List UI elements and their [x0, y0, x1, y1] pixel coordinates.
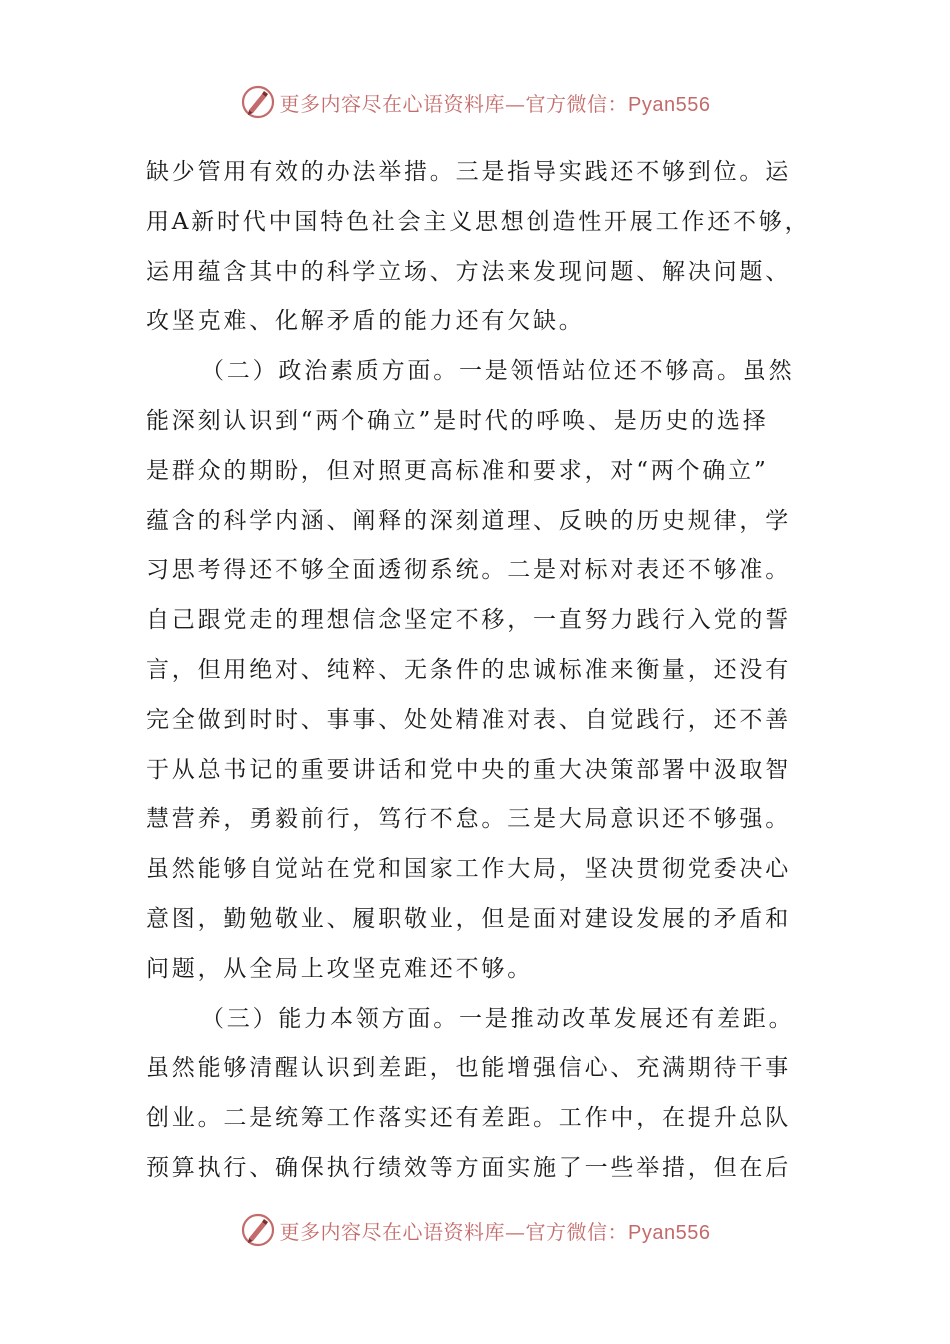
text-line: 虽然能够自觉站在党和国家工作大局，坚决贯彻党委决心: [146, 856, 791, 883]
watermark-separator: —: [505, 91, 526, 116]
text-line: 缺少管用有效的办法举措。三是指导实践还不够到位。运: [146, 159, 791, 185]
watermark-text: [280, 1216, 711, 1245]
text-line: 运用蕴含其中的科学立场、方法来发现问题、解决问题、: [146, 258, 791, 285]
text-line: 完全做到时时、事事、处处精准对表、自觉践行，还不善: [146, 706, 791, 733]
text-line: 预算执行、确保执行绩效等方面实施了一些举措，但在后: [146, 1154, 791, 1181]
watermark-site: 更多内容尽在心语资料库: [279, 91, 506, 116]
text-line: 问题，从全局上攻坚克难还不够。: [146, 955, 533, 982]
text-line: 于从总书记的重要讲话和党中央的重大决策部署中汲取智: [146, 756, 791, 783]
text-line: （二）政治素质方面。一是领悟站位还不够高。虽然: [201, 358, 795, 385]
text-line: 自己跟党走的理想信念坚定不移，一直努力践行入党的誓: [146, 607, 791, 634]
watermark-wechat-label: 官方微信：: [525, 91, 629, 116]
watermark-site: 更多内容尽在心语资料库: [279, 1219, 506, 1244]
watermark-wechat-id: Pyan556: [628, 93, 711, 116]
text-line: 用A新时代中国特色社会主义思想创造性开展工作还不够，: [146, 208, 811, 235]
text-line: 攻坚克难、化解矛盾的能力还有欠缺。: [146, 308, 585, 335]
watermark-wechat-id: Pyan556: [628, 1221, 711, 1244]
text-line: 蕴含的科学内涵、阐释的深刻道理、反映的历史规律，学: [146, 507, 791, 534]
text-line: 习思考得还不够全面透彻系统。二是对标对表还不够准。: [146, 557, 791, 584]
watermark-text: [280, 88, 711, 117]
text-line: 言，但用绝对、纯粹、无条件的忠诚标准来衡量，还没有: [146, 656, 791, 683]
document-body: [146, 148, 811, 1194]
header-watermark: [0, 80, 950, 124]
text-line: 慧营养，勇毅前行，笃行不怠。三是大局意识还不够强。: [146, 806, 791, 833]
pen-logo-icon: [240, 84, 276, 120]
pen-logo-icon: [240, 1212, 276, 1248]
paragraph: [146, 995, 806, 1194]
footer-watermark: [0, 1208, 950, 1252]
watermark-separator: —: [505, 1219, 526, 1244]
text-line: 意图，勤勉敬业、履职敬业，但是面对建设发展的矛盾和: [146, 905, 791, 932]
text-line: （三）能力本领方面。一是推动改革发展还有差距。: [201, 1005, 795, 1032]
watermark-wechat-label: 官方微信：: [525, 1219, 629, 1244]
text-line: 能深刻认识到“两个确立”是时代的呼唤、是历史的选择: [146, 407, 769, 434]
text-line: 虽然能够清醒认识到差距，也能增强信心、充满期待干事: [146, 1055, 791, 1082]
paragraph: [146, 347, 806, 994]
text-line: 创业。二是统筹工作落实还有差距。工作中，在提升总队: [146, 1105, 791, 1132]
text-line: 是群众的期盼，但对照更高标准和要求，对“两个确立”: [146, 457, 769, 484]
paragraph: [146, 148, 811, 347]
